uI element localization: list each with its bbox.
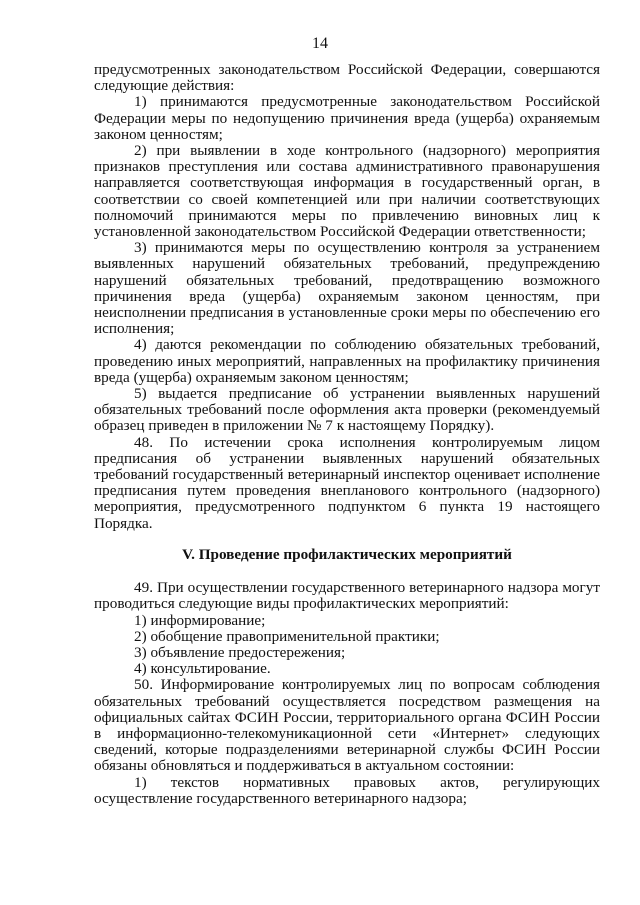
paragraph-49: 49. При осуществлении государственного ветеринарного надзора могут проводиться следующие виды профилактических мероприятий: xyxy=(94,579,600,613)
list-item-warning: 3) объявление предостережения; xyxy=(134,643,346,661)
page-number: 14 xyxy=(312,35,328,52)
paragraph-action-1: 1) принимаются предусмотренные законодательством Российской Федерации меры по недопущению причинения вреда (ущерба) охраняемым законом ценностям; xyxy=(94,93,600,143)
section-heading: V. Проведение профилактических мероприятий xyxy=(182,545,512,563)
document-body xyxy=(94,62,600,807)
list-item-texts: 1) текстов нормативных правовых актов, регулирующих осуществление государственного ветеринарного надзора; xyxy=(94,773,600,807)
paragraph-continuation: предусмотренных законодательством Российской Федерации, совершаются следующие действия: xyxy=(94,61,600,95)
paragraph-action-3: 3) принимаются меры по осуществлению контроля за устранением выявленных нарушений обязательных требований, предупреждению нарушений обязательных требований, предотвращению возможного причинения вреда (ущерба) охраняемым законом ценностям, при неисполнении предписания в установленные сроки меры по обеспечению его исполнения; xyxy=(94,239,600,338)
list-item-consulting: 4) консультирование. xyxy=(134,660,271,678)
list-item-informing: 1) информирование; xyxy=(134,611,266,629)
paragraph-action-2: 2) при выявлении в ходе контрольного (надзорного) мероприятия признаков преступления или состава административного правонарушения направляется соответствующая информация в государственный орган, в соответствии со своей компетенцией или при наличии соответствующих полномочий принимаются меры по привлечению виновных лиц к установленной законодательством Российской Федерации ответственности; xyxy=(94,142,600,241)
paragraph-48: 48. По истечении срока исполнения контролируемым лицом предписания об устранении выявленных нарушений обязательных требований государственный ветеринарный инспектор оценивает исполнение предписания путем проведения внепланового контрольного (надзорного) мероприятия, предусмотренного подпунктом 6 пункта 19 настоящего Порядка. xyxy=(94,433,600,532)
paragraph-action-5: 5) выдается предписание об устранении выявленных нарушений обязательных требований после оформления акта проверки (рекомендуемый образец приведен в приложении № 7 к настоящему Порядку). xyxy=(94,385,600,435)
paragraph-50: 50. Информирование контролируемых лиц по вопросам соблюдения обязательных требований осуществляется посредством размещения на официальных сайтах ФСИН России, территориального органа ФСИН России в информационно-телекомуникационной сети «Интернет» следующих сведений, которые подразделениями ветеринарной службы ФСИН России обязаны обновляться и поддерживаться в актуальном состоянии: xyxy=(94,676,600,775)
paragraph-action-4: 4) даются рекомендации по соблюдению обязательных требований, проведению иных мероприятий, направленных на профилактику причинения вреда (ущерба) охраняемым законом ценностям; xyxy=(94,336,600,386)
list-item-generalization: 2) обобщение правоприменительной практики; xyxy=(134,627,440,645)
